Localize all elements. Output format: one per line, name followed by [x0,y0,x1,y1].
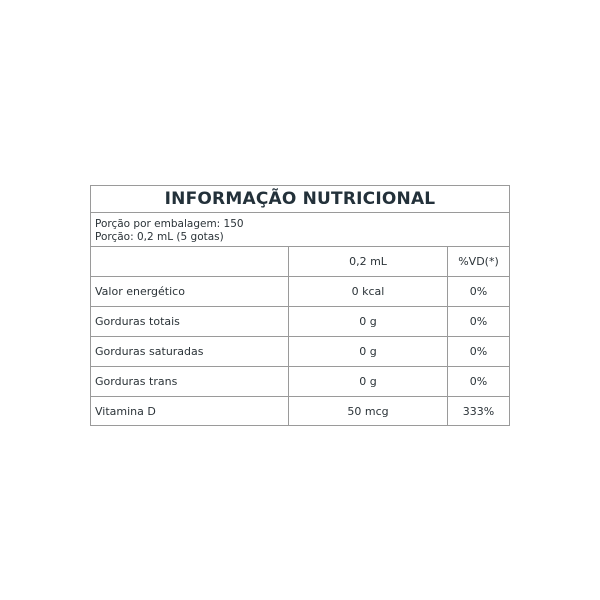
table-row [91,397,509,426]
label-title: INFORMAÇÃO NUTRICIONAL [91,186,509,213]
nutrient-daily-value: 0% [448,337,510,367]
table-row [91,367,509,397]
nutrient-daily-value: 0% [448,307,510,337]
nutrient-daily-value: 0% [448,277,510,307]
nutrient-name: Vitamina D [91,397,289,426]
nutrient-name: Gorduras trans [91,367,289,397]
nutrient-amount: 0 kcal [289,277,448,307]
nutrient-name: Gorduras saturadas [91,337,289,367]
table-row [91,337,509,367]
nutrient-amount: 0 g [289,337,448,367]
nutrient-name: Valor energético [91,277,289,307]
nutrition-table [91,247,509,425]
table-row [91,307,509,337]
header-daily-value: %VD(*) [448,247,510,277]
table-header-row [91,247,509,277]
portion-per-package: Porção por embalagem: 150 [95,218,244,230]
nutrient-daily-value: 333% [448,397,510,426]
portion-info [91,213,509,247]
header-nutrient [91,247,289,277]
nutrient-name: Gorduras totais [91,307,289,337]
portion-size: Porção: 0,2 mL (5 gotas) [95,231,224,243]
nutrition-facts-label [90,185,510,426]
table-row [91,277,509,307]
nutrient-amount: 0 g [289,367,448,397]
nutrient-daily-value: 0% [448,367,510,397]
nutrient-amount: 0 g [289,307,448,337]
header-amount: 0,2 mL [289,247,448,277]
nutrient-amount: 50 mcg [289,397,448,426]
